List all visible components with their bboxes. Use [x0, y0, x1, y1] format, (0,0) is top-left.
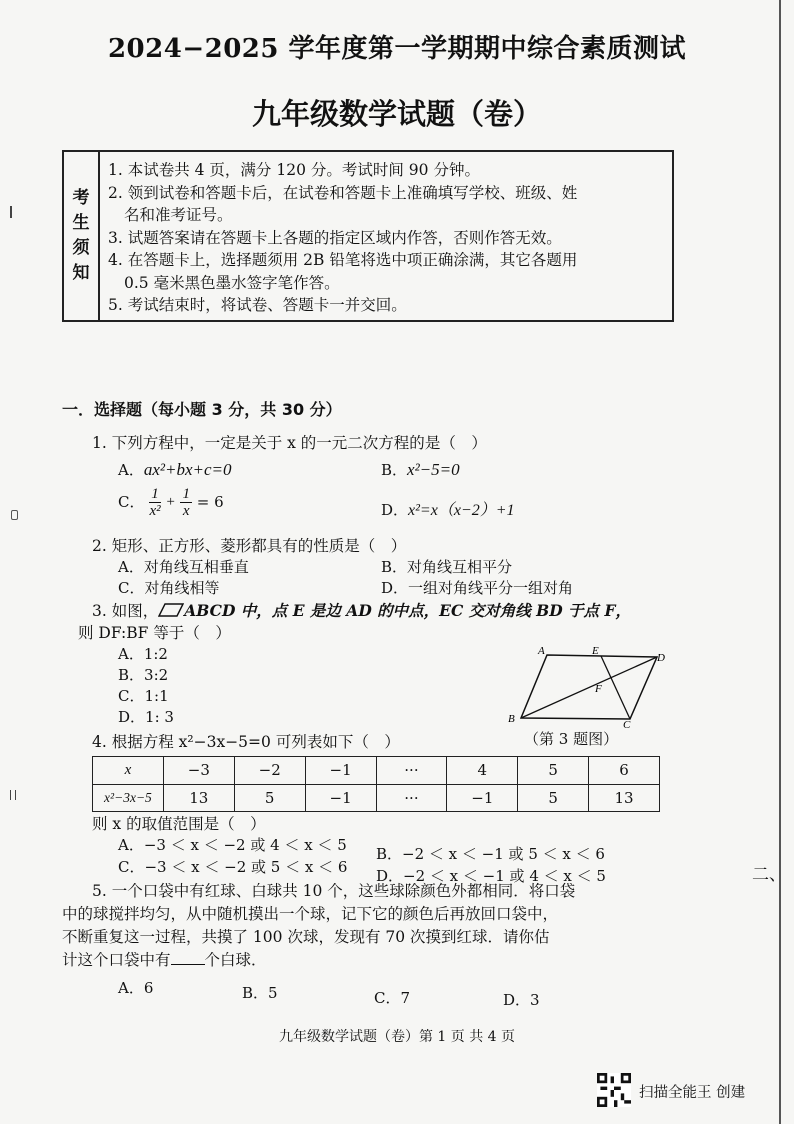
question-4-option-a: A．−3 ＜ x ＜ −2 或 4 ＜ x ＜ 5: [118, 836, 347, 854]
table-cell: −1: [447, 784, 518, 812]
point-label: A: [538, 645, 545, 657]
question-2-stem: 2. 矩形、正方形、菱形都具有的性质是（ ）: [92, 537, 407, 555]
question-5-line: 5. 一个口袋中有红球、白球共 10 个，这些球除颜色外都相同．将口袋: [92, 882, 576, 900]
table-row: [93, 757, 660, 785]
exam-title: 2024−2025 学年度第一学期期中综合素质测试: [107, 34, 687, 64]
point-label: D: [657, 652, 665, 664]
table-cell: 5: [518, 757, 589, 785]
notice-lines: [108, 159, 666, 317]
notice-label: 考 生 须 知: [64, 152, 100, 320]
question-3-option-c: C．1:1: [118, 687, 169, 705]
question-5-line: 中的球搅拌均匀，从中随机摸出一个球，记下它的颜色后再放回口袋中，: [62, 905, 559, 923]
table-cell: 5: [234, 784, 305, 812]
question-1-option-d: D．x²=x（x−2）+1: [381, 501, 515, 519]
table-cell: x: [93, 757, 164, 785]
segment-ec: [601, 656, 630, 719]
diagonal-bd: [521, 657, 657, 718]
scanner-watermark: 扫描全能王 创建: [639, 1085, 746, 1101]
table-cell: ···: [376, 784, 447, 812]
candidate-notice-box: [62, 150, 674, 322]
answer-blank: [171, 950, 205, 965]
margin-mark: [11, 510, 18, 520]
notice-line: 3. 试题答案请在答题卡上各题的指定区域内作答，否则作答无效。: [108, 228, 562, 247]
page-edge-line: [779, 0, 781, 1124]
notice-line: 4. 在答题卡上，选择题须用 2B 铅笔将选中项正确涂满，其它各题用: [108, 251, 578, 269]
table-cell: −1: [305, 757, 376, 785]
fraction: $\frac{1}{\text{x²}}$: [149, 486, 161, 519]
table-cell: −2: [234, 757, 305, 785]
fraction: $\frac{1}{x}$: [182, 486, 190, 519]
table-cell: −3: [163, 757, 234, 785]
table-cell: 13: [163, 784, 234, 812]
question-4-option-c: C．−3 ＜ x ＜ −2 或 5 ＜ x ＜ 6: [118, 858, 348, 876]
point-label: C: [623, 719, 631, 728]
question-3-option-a: A．1:2: [118, 645, 168, 663]
value-table: [92, 756, 660, 812]
figure-caption: （第 3 题图）: [524, 730, 619, 748]
question-4-range-stem: 则 x 的取值范围是（ ）: [92, 815, 266, 833]
next-page-fragment: 二、: [752, 865, 786, 885]
page-footer: 九年级数学试题（卷）第 1 页 共 4 页: [278, 1029, 516, 1045]
table-cell: 6: [589, 757, 660, 785]
parallelogram-icon: [158, 603, 184, 617]
question-5-line: 不断重复这一过程，共摸了 100 次球，发现有 70 次摸到红球．请你估: [62, 928, 550, 946]
question-3-stem-2: 则 DF:BF 等于（ ）: [78, 624, 231, 642]
question-5-option-d: D．3: [503, 991, 540, 1009]
question-3-figure: [505, 642, 675, 728]
point-label: E: [592, 645, 599, 657]
question-3-option-d: D．1: 3: [118, 708, 174, 726]
table-cell: 4: [447, 757, 518, 785]
section-heading: 一．选择题（每小题 3 分，共 30 分）: [62, 400, 342, 419]
margin-mark: [10, 790, 16, 800]
notice-line: 0.5 毫米黑色墨水签字笔作答。: [124, 273, 340, 292]
question-1-option-b: B．x²−5=0: [381, 460, 460, 479]
question-1-option-c: C． $\frac{1}{\text{x²}}$ + $\frac{1}{x}$ = 6: [118, 486, 224, 519]
question-1-stem: 1. 下列方程中，一定是关于 x 的一元二次方程的是（ ）: [92, 434, 487, 452]
question-3-option-b: B．3:2: [118, 666, 169, 684]
table-cell: −1: [305, 784, 376, 812]
margin-mark: [10, 206, 12, 218]
notice-line: 名和准考证号。: [124, 206, 233, 224]
question-2-option-a: A．对角线互相垂直: [118, 558, 249, 576]
point-label: B: [508, 713, 515, 725]
point-label: F: [595, 683, 602, 695]
exam-subtitle: 九年级数学试题（卷）: [251, 97, 542, 131]
question-2-option-b: B．对角线互相平分: [381, 558, 513, 576]
table-cell: 13: [589, 784, 660, 812]
question-5-option-c: C．7: [374, 989, 411, 1007]
question-5-line: 计这个口袋中有 个白球．: [62, 951, 267, 969]
notice-line: 2. 领到试卷和答题卡后，在试卷和答题卡上准确填写学校、班级、姓: [108, 183, 578, 202]
table-row: [93, 784, 660, 812]
table-cell: x²−3x−5: [93, 784, 164, 812]
notice-line: 5. 考试结束时，将试卷、答题卡一并交回。: [108, 296, 407, 314]
qr-code-icon: [597, 1073, 631, 1107]
question-2-option-d: D．一组对角线平分一组对角: [381, 579, 574, 597]
notice-line: 1. 本试卷共 4 页，满分 120 分。考试时间 90 分钟。: [108, 161, 480, 179]
question-5-option-a: A．6: [118, 979, 154, 997]
table-cell: 5: [518, 784, 589, 812]
question-3-stem: 3. 如图， ABCD 中，点 E 是边 AD 的中点，EC 交对角线 BD 于点 F，: [92, 601, 631, 620]
question-5-option-b: B．5: [242, 984, 278, 1002]
question-2-option-c: C．对角线相等: [118, 579, 220, 597]
question-4-stem: 4. 根据方程 x²−3x−5=0 可列表如下（ ）: [92, 733, 400, 751]
table-cell: ···: [376, 757, 447, 785]
question-4-option-b: B．−2 ＜ x ＜ −1 或 5 ＜ x ＜ 6: [376, 845, 605, 863]
question-4-option-d: D．−2 ＜ x ＜ −1 或 4 ＜ x ＜ 5: [376, 867, 606, 885]
question-1-option-a: A．ax²+bx+c=0: [118, 460, 232, 479]
